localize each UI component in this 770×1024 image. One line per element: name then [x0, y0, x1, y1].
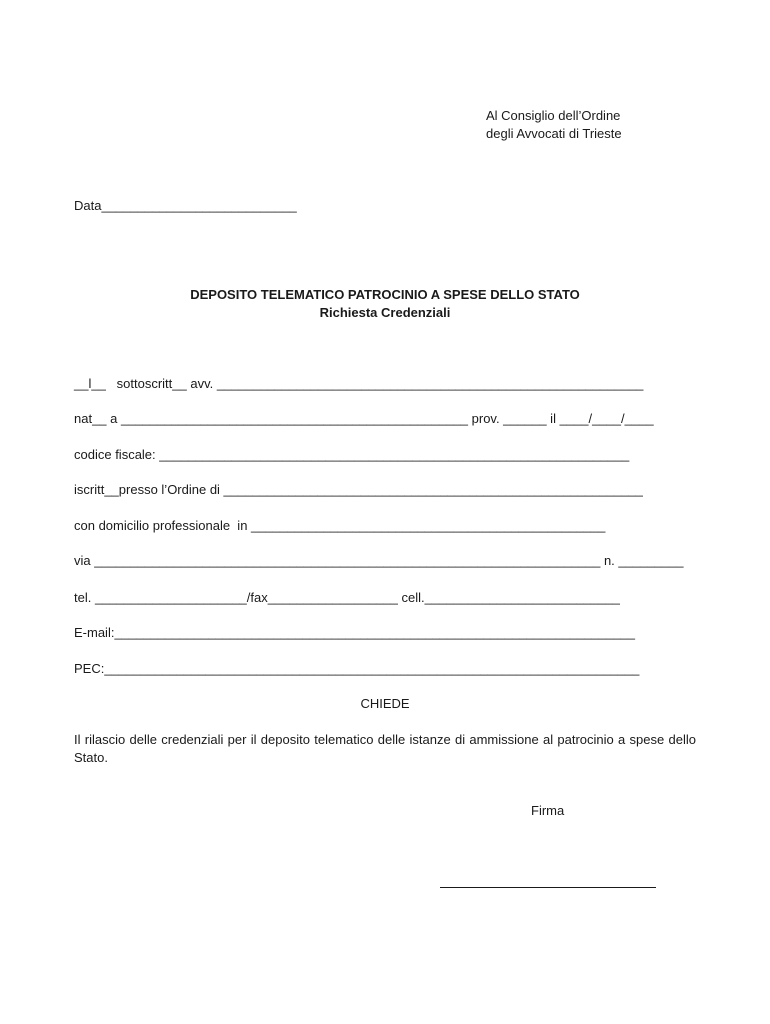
request-body: Il rilascio delle credenziali per il deposito telematico delle istanze di ammissione al patrocinio a spese dello Stato.	[74, 732, 696, 765]
signature-label: Firma	[531, 803, 565, 818]
undersigned-field[interactable]: __l__ sottoscritt__ avv. ___________________________________________________________	[74, 376, 644, 391]
recipient-line-2: degli Avvocati di Trieste	[486, 126, 622, 141]
bar-registration-field[interactable]: iscritt__presso l’Ordine di __________________________________________________________	[74, 482, 643, 497]
pec-field[interactable]: PEC:__________________________________________________________________________	[74, 661, 640, 676]
birth-place-field[interactable]: nat__ a ________________________________________________ prov. ______ il ____/____/____	[74, 411, 654, 426]
date-field[interactable]: Data___________________________	[74, 198, 297, 213]
request-heading: CHIEDE	[360, 696, 410, 711]
street-field[interactable]: via ______________________________________________________________________ n. _________	[74, 553, 684, 568]
recipient-line-1: Al Consiglio dell’Ordine	[486, 108, 621, 123]
email-field[interactable]: E-mail:________________________________________________________________________	[74, 625, 636, 640]
page-subtitle: Richiesta Credenziali	[319, 305, 451, 320]
signature-line[interactable]	[440, 887, 656, 888]
page-title: DEPOSITO TELEMATICO PATROCINIO A SPESE DELLO STATO	[190, 287, 580, 302]
professional-domicile-field[interactable]: con domicilio professionale in _________________________________________________	[74, 518, 606, 533]
tax-code-field[interactable]: codice fiscale: _________________________________________________________________	[74, 447, 630, 462]
phone-fax-cell-field[interactable]: tel. _____________________/fax__________________ cell.___________________________	[74, 590, 620, 605]
